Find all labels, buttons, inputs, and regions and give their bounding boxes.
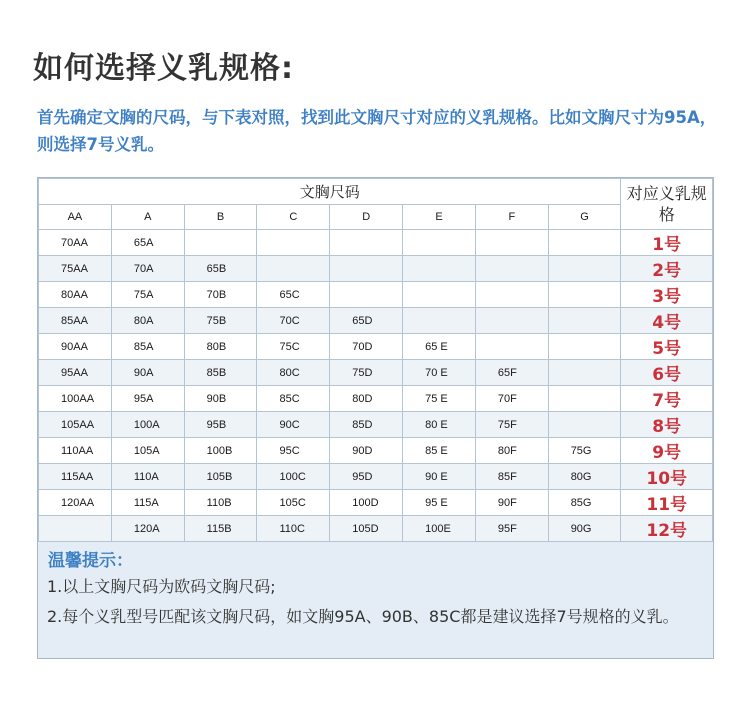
- size-cell: 95A: [111, 386, 184, 412]
- size-cell: [330, 230, 403, 256]
- size-cell: 90A: [111, 360, 184, 386]
- size-cell: 75C: [257, 334, 330, 360]
- size-cell: 110AA: [39, 438, 112, 464]
- size-cell: [548, 334, 621, 360]
- size-cell: 95C: [257, 438, 330, 464]
- cup-header: A: [111, 205, 184, 230]
- size-cell: 110A: [111, 464, 184, 490]
- model-cell: 2号: [621, 256, 713, 282]
- cup-header: AA: [39, 205, 112, 230]
- size-cell: 75D: [330, 360, 403, 386]
- cup-header: G: [548, 205, 621, 230]
- model-cell: 1号: [621, 230, 713, 256]
- size-chart-panel: [37, 177, 714, 659]
- size-cell: 95D: [330, 464, 403, 490]
- model-cell: 11号: [621, 490, 713, 516]
- model-cell: 3号: [621, 282, 713, 308]
- size-cell: 115AA: [39, 464, 112, 490]
- size-cell: [257, 230, 330, 256]
- size-cell: 75F: [475, 412, 548, 438]
- size-cell: [257, 256, 330, 282]
- size-cell: 100D: [330, 490, 403, 516]
- size-cell: 75AA: [39, 256, 112, 282]
- size-cell: [475, 308, 548, 334]
- size-cell: 70A: [111, 256, 184, 282]
- size-cell: 80A: [111, 308, 184, 334]
- cup-header: B: [184, 205, 257, 230]
- size-cell: 65D: [330, 308, 403, 334]
- size-cell: 90AA: [39, 334, 112, 360]
- size-cell: 90G: [548, 516, 621, 542]
- size-cell: 105D: [330, 516, 403, 542]
- size-cell: 95AA: [39, 360, 112, 386]
- size-cell: [403, 308, 476, 334]
- size-cell: 115B: [184, 516, 257, 542]
- size-cell: 120AA: [39, 490, 112, 516]
- model-cell: 7号: [621, 386, 713, 412]
- table-row: [39, 308, 713, 334]
- size-cell: [548, 308, 621, 334]
- table-row: [39, 438, 713, 464]
- cup-header: E: [403, 205, 476, 230]
- model-cell: 5号: [621, 334, 713, 360]
- model-cell: 12号: [621, 516, 713, 542]
- size-cell: 115A: [111, 490, 184, 516]
- size-cell: 90 E: [403, 464, 476, 490]
- size-cell: [548, 256, 621, 282]
- size-cell: 65F: [475, 360, 548, 386]
- size-cell: [475, 256, 548, 282]
- size-cell: [548, 412, 621, 438]
- size-cell: 80D: [330, 386, 403, 412]
- size-cell: 105AA: [39, 412, 112, 438]
- size-cell: 70C: [257, 308, 330, 334]
- size-cell: 75B: [184, 308, 257, 334]
- size-cell: [548, 386, 621, 412]
- model-cell: 4号: [621, 308, 713, 334]
- size-cell: 65A: [111, 230, 184, 256]
- cup-header-row: [39, 205, 713, 230]
- size-cell: 100C: [257, 464, 330, 490]
- size-cell: 100A: [111, 412, 184, 438]
- size-cell: 120A: [111, 516, 184, 542]
- size-cell: 70AA: [39, 230, 112, 256]
- size-cell: 90D: [330, 438, 403, 464]
- cup-header: C: [257, 205, 330, 230]
- size-cell: 100E: [403, 516, 476, 542]
- table-row: [39, 360, 713, 386]
- table-row: [39, 412, 713, 438]
- size-cell: 80B: [184, 334, 257, 360]
- model-cell: 6号: [621, 360, 713, 386]
- cup-header: D: [330, 205, 403, 230]
- model-cell: 8号: [621, 412, 713, 438]
- size-cell: 65B: [184, 256, 257, 282]
- table-header-row: [39, 179, 713, 205]
- size-cell: 95 E: [403, 490, 476, 516]
- size-cell: [330, 282, 403, 308]
- size-cell: 105A: [111, 438, 184, 464]
- size-cell: 85 E: [403, 438, 476, 464]
- size-cell: 85D: [330, 412, 403, 438]
- size-cell: [403, 256, 476, 282]
- size-cell: 95B: [184, 412, 257, 438]
- size-cell: 75 E: [403, 386, 476, 412]
- size-cell: [330, 256, 403, 282]
- size-cell: 110C: [257, 516, 330, 542]
- size-cell: [475, 230, 548, 256]
- table-row: [39, 230, 713, 256]
- size-table: [38, 178, 713, 542]
- size-cell: [548, 282, 621, 308]
- size-cell: 105B: [184, 464, 257, 490]
- size-cell: [475, 334, 548, 360]
- size-cell: 70 E: [403, 360, 476, 386]
- size-cell: 90F: [475, 490, 548, 516]
- model-cell: 10号: [621, 464, 713, 490]
- tip-item-2: 2.每个义乳型号匹配该文胸尺码，如文胸95A、90B、85C都是建议选择7号规格的义乳。: [47, 607, 679, 626]
- size-cell: 85G: [548, 490, 621, 516]
- table-row: [39, 490, 713, 516]
- size-cell: 65C: [257, 282, 330, 308]
- size-cell: 85C: [257, 386, 330, 412]
- cup-header: F: [475, 205, 548, 230]
- size-cell: 75A: [111, 282, 184, 308]
- size-cell: 95F: [475, 516, 548, 542]
- model-cell: 9号: [621, 438, 713, 464]
- size-cell: 110B: [184, 490, 257, 516]
- table-row: [39, 516, 713, 542]
- page-title: 如何选择义乳规格:: [33, 51, 294, 86]
- size-cell: [403, 282, 476, 308]
- size-cell: 80G: [548, 464, 621, 490]
- size-cell: 85B: [184, 360, 257, 386]
- size-cell: 85A: [111, 334, 184, 360]
- size-cell: 85F: [475, 464, 548, 490]
- size-cell: 80C: [257, 360, 330, 386]
- bra-size-header: 文胸尺码: [39, 179, 621, 205]
- model-header: 对应义乳规格: [621, 179, 713, 230]
- table-row: [39, 334, 713, 360]
- size-cell: 75G: [548, 438, 621, 464]
- size-cell: [39, 516, 112, 542]
- tips-title: 温馨提示：: [48, 551, 133, 571]
- size-cell: 80F: [475, 438, 548, 464]
- size-cell: 85AA: [39, 308, 112, 334]
- size-cell: 70F: [475, 386, 548, 412]
- size-cell: 80AA: [39, 282, 112, 308]
- table-row: [39, 386, 713, 412]
- size-cell: 90B: [184, 386, 257, 412]
- tip-item-1: 1.以上文胸尺码为欧码文胸尺码;: [47, 577, 276, 596]
- size-cell: [403, 230, 476, 256]
- size-cell: 65 E: [403, 334, 476, 360]
- size-cell: 70B: [184, 282, 257, 308]
- size-cell: 70D: [330, 334, 403, 360]
- size-cell: [475, 282, 548, 308]
- intro-text: 首先确定文胸的尺码，与下表对照，找到此文胸尺寸对应的义乳规格。比如文胸尺寸为95A，则选择7号义乳。: [37, 108, 717, 154]
- size-cell: [548, 230, 621, 256]
- size-cell: 90C: [257, 412, 330, 438]
- size-cell: 100AA: [39, 386, 112, 412]
- table-row: [39, 282, 713, 308]
- size-cell: 80 E: [403, 412, 476, 438]
- table-row: [39, 464, 713, 490]
- size-cell: 100B: [184, 438, 257, 464]
- table-row: [39, 256, 713, 282]
- size-cell: [548, 360, 621, 386]
- size-cell: [184, 230, 257, 256]
- size-cell: 105C: [257, 490, 330, 516]
